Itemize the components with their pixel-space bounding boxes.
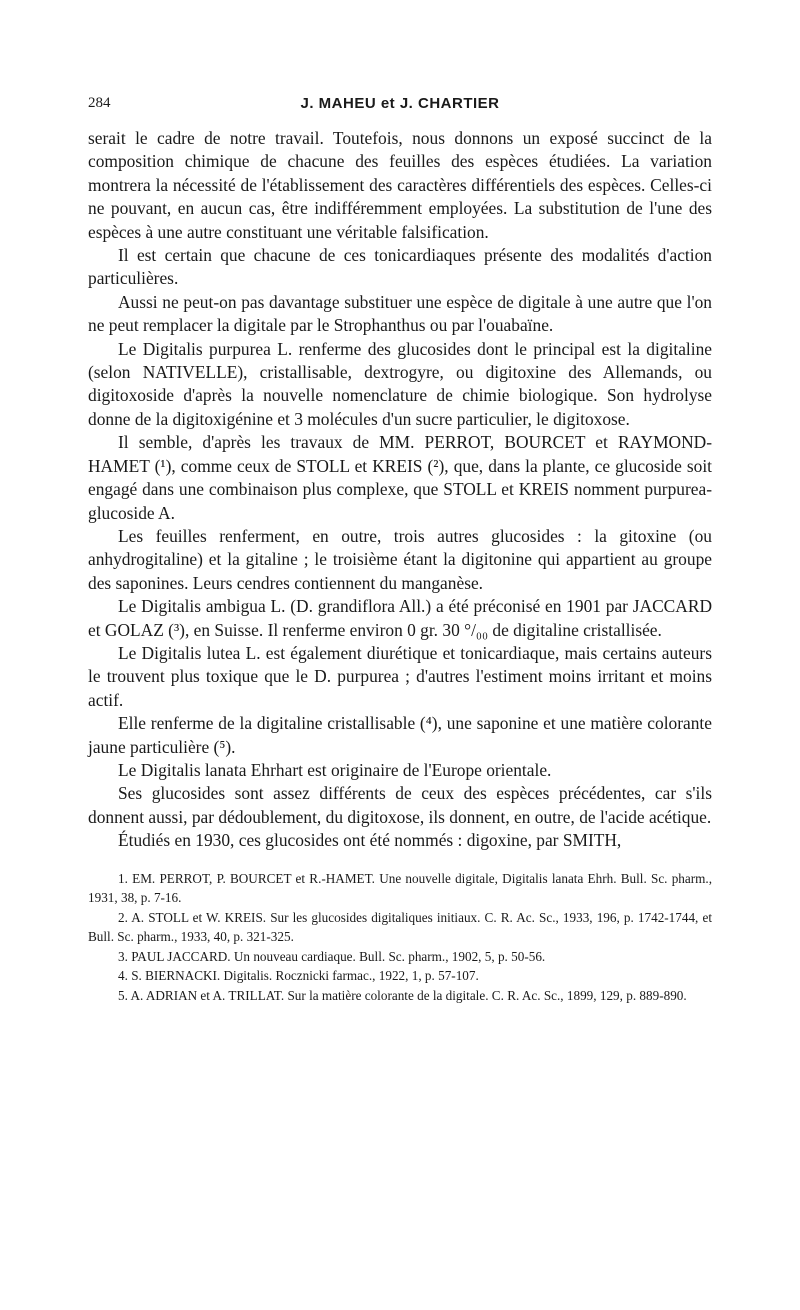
paragraph: Le Digitalis ambigua L. (D. grandiflora All.) a été préconisé en 1901 par JACCARD et GOLAZ (³), en Suisse. Il renferme environ 0 gr. 30 °/₀₀ de digitaline cristallisée.	[88, 596, 712, 640]
footnote: 5. A. ADRIAN et A. TRILLAT. Sur la matière colorante de la digitale. C. R. Ac. Sc., 1899, 129, p. 889-890.	[118, 987, 687, 1003]
paragraph: Le Digitalis lutea L. est également diurétique et tonicardiaque, mais certains auteurs le trouvent plus toxique que le D. purpurea ; d'autres l'estiment moins irritant et moins actif.	[88, 642, 712, 710]
paragraph: Aussi ne peut-on pas davantage substituer une espèce de digitale à une autre que l'on ne peut remplacer la digitale par le Strophanthus ou par l'ouabaïne.	[88, 291, 712, 336]
footnote: 3. PAUL JACCARD. Un nouveau cardiaque. Bull. Sc. pharm., 1902, 5, p. 50-56.	[118, 948, 546, 964]
paragraph: Elle renferme de la digitaline cristallisable (⁴), une saponine et une matière colorante jaune particulière (⁵).	[88, 713, 712, 757]
paragraph: Les feuilles renferment, en outre, trois autres glucosides : la gitoxine (ou anhydrogitaline) et la gitaline ; le troisième étant la digitonine qui appartient au groupe des saponines. Leurs cendres contiennent du manganèse.	[88, 525, 712, 593]
paragraph: Le Digitalis lanata Ehrhart est originaire de l'Europe orientale.	[118, 759, 552, 780]
footnote: 4. S. BIERNACKI. Digitalis. Rocznicki farmac., 1922, 1, p. 57-107.	[118, 968, 479, 984]
paragraph: Étudiés en 1930, ces glucosides ont été nommés : digoxine, par SMITH,	[118, 830, 622, 851]
paragraph: serait le cadre de notre travail. Toutefois, nous donnons un exposé succinct de la composition chimique de chacune des feuilles des espèces étudiées. La variation montrera la nécessité de l'établissement des caractères différentiels des espèces. Celles-ci ne pouvant, en aucun cas, être indifféremment employées. La substitution de l'une des espèces à une autre constituant une véritable falsification.	[88, 128, 712, 242]
paragraph: Il est certain que chacune de ces tonicardiaques présente des modalités d'action particulières.	[88, 245, 712, 289]
page	[88, 95, 712, 1005]
page-number: 284	[88, 95, 111, 111]
footnotes	[88, 869, 712, 1006]
paragraph: Il semble, d'après les travaux de MM. PERROT, BOURCET et RAYMOND-HAMET (¹), comme ceux de STOLL et KREIS (²), que, dans la plante, ce glucoside soit engagé dans une combinaison plus complexe, que STOLL et KREIS nomment purpurea-glucoside A.	[88, 432, 712, 523]
footnote: 2. A. STOLL et W. KREIS. Sur les glucosides digitaliques initiaux. C. R. Ac. Sc., 1933, 196, p. 1742-1744, et Bull. Sc. pharm., 1933, 40, p. 321-325.	[88, 909, 712, 945]
body-text	[88, 127, 712, 853]
paragraph: Le Digitalis purpurea L. renferme des glucosides dont le principal est la digitaline (selon NATIVELLE), cristallisable, dextrogyre, ou digitoxine des Allemands, ou digitoxoside d'après la nouvelle nomenclature de chimie biologique. Son hydrolyse donne de la digitoxigénine et 3 molécules d'un sucre particulier, le digitoxose.	[88, 338, 712, 429]
footnote: 1. EM. PERROT, P. BOURCET et R.-HAMET. Une nouvelle digitale, Digitalis lanata Ehrh. Bull. Sc. pharm., 1931, 38, p. 7-16.	[88, 870, 712, 906]
paragraph: Ses glucosides sont assez différents de ceux des espèces précédentes, car s'ils donnent aussi, par dédoublement, du digitoxose, ils donnent, en outre, de l'acide acétique.	[88, 783, 712, 827]
page-header	[88, 95, 712, 123]
running-head: J. MAHEU et J. CHARTIER	[300, 95, 500, 112]
